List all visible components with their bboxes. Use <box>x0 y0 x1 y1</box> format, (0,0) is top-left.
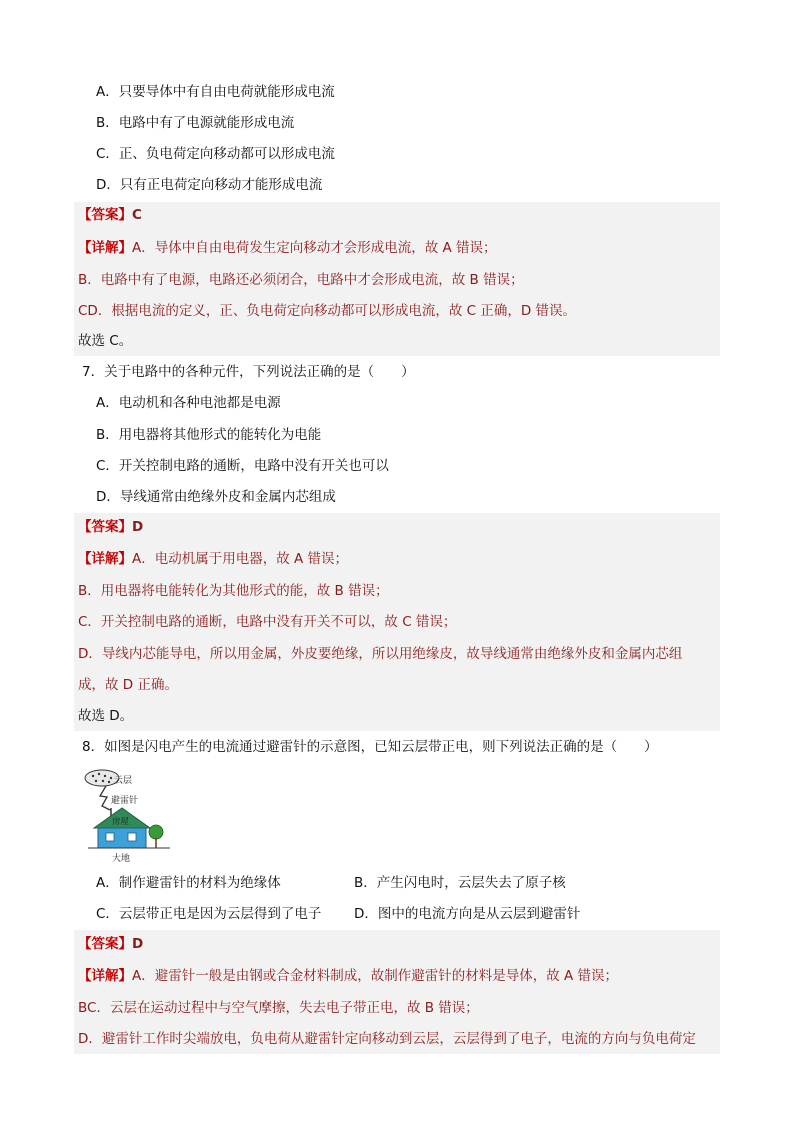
q8-answer-line <box>78 934 143 954</box>
detail-text: A．电动机属于用电器，故 A 错误； <box>132 551 349 567</box>
q7-option-c: C．开关控制电路的通断，电路中没有开关也可以 <box>96 458 389 474</box>
q6-option-a: A．只要导体中有自由电荷就能形成电流 <box>96 84 335 100</box>
detail-text: A．导体中自由电荷发生定向移动才会形成电流，故 A 错误； <box>132 240 497 256</box>
q7-stem: 7．关于电路中的各种元件，下列说法正确的是（ ） <box>82 364 415 380</box>
answer-value: D <box>132 936 144 952</box>
q6-answer-line <box>78 205 142 225</box>
q7-option-b: B．用电器将其他形式的能转化为电能 <box>96 427 322 443</box>
q8-detail-line-1 <box>78 966 618 986</box>
label-cloud: 云层 <box>114 776 133 786</box>
q7-answer-line <box>78 517 143 537</box>
label-house: 房屋 <box>112 817 130 827</box>
house-icon <box>94 808 150 848</box>
label-ground: 大地 <box>112 854 131 864</box>
answer-value: D <box>132 519 144 535</box>
answer-tag: 【答案】 <box>78 519 132 535</box>
answer-tag: 【答案】 <box>78 936 132 952</box>
q8-stem: 8．如图是闪电产生的电流通过避雷针的示意图，已知云层带正电，则下列说法正确的是（ ） <box>82 739 658 755</box>
q7-detail-line-1 <box>78 549 348 569</box>
q6-detail-line-2: B．电路中有了电源，电路还必须闭合，电路中才会形成电流，故 B 错误； <box>78 272 524 288</box>
detail-tag: 【详解】 <box>78 240 132 256</box>
q6-option-d: D．只有正电荷定向移动才能形成电流 <box>96 177 323 193</box>
q6-conclusion: 故选 C。 <box>78 333 133 349</box>
q7-conclusion: 故选 D。 <box>78 708 134 724</box>
detail-text: A．避雷针一般是由钢或合金材料制成，故制作避雷针的材料是导体，故 A 错误； <box>132 968 619 984</box>
q8-option-d: D．图中的电流方向是从云层到避雷针 <box>354 906 581 922</box>
q7-option-d: D．导线通常由绝缘外皮和金属内芯组成 <box>96 489 336 505</box>
answer-value: C <box>132 207 142 223</box>
q8-option-a: A．制作避雷针的材料为绝缘体 <box>96 875 281 891</box>
q7-detail-line-5: 成，故 D 正确。 <box>78 677 178 693</box>
label-rod: 避雷针 <box>111 796 139 806</box>
q6-option-c: C．正、负电荷定向移动都可以形成电流 <box>96 146 335 162</box>
q6-detail-line-1 <box>78 238 497 258</box>
q7-detail-line-4: D．导线内芯能导电，所以用金属，外皮要绝缘，所以用绝缘皮，故导线通常由绝缘外皮和金属内芯组 <box>78 646 683 662</box>
lightning-bolt <box>100 786 110 810</box>
lightning-figure <box>80 764 180 864</box>
q7-detail-line-3: C．开关控制电路的通断，电路中没有开关不可以，故 C 错误； <box>78 614 457 630</box>
q7-detail-line-2: B．用电器将电能转化为其他形式的能，故 B 错误； <box>78 583 389 599</box>
q7-option-a: A．电动机和各种电池都是电源 <box>96 395 281 411</box>
q8-detail-line-2: BC．云层在运动过程中与空气摩擦，失去电子带正电，故 B 错误； <box>78 1000 479 1016</box>
detail-tag: 【详解】 <box>78 551 132 567</box>
q8-detail-line-3: D．避雷针工作时尖端放电，负电荷从避雷针定向移动到云层，云层得到了电子，电流的方向与负电荷定 <box>78 1031 696 1047</box>
tree-icon <box>149 825 163 848</box>
detail-tag: 【详解】 <box>78 968 132 984</box>
answer-tag: 【答案】 <box>78 207 132 223</box>
q6-option-b: B．电路中有了电源就能形成电流 <box>96 115 295 131</box>
q6-detail-line-3: CD．根据电流的定义，正、负电荷定向移动都可以形成电流，故 C 正确，D 错误。 <box>78 303 577 319</box>
q8-option-b: B．产生闪电时，云层失去了原子核 <box>354 875 566 891</box>
q8-option-c: C．云层带正电是因为云层得到了电子 <box>96 906 322 922</box>
